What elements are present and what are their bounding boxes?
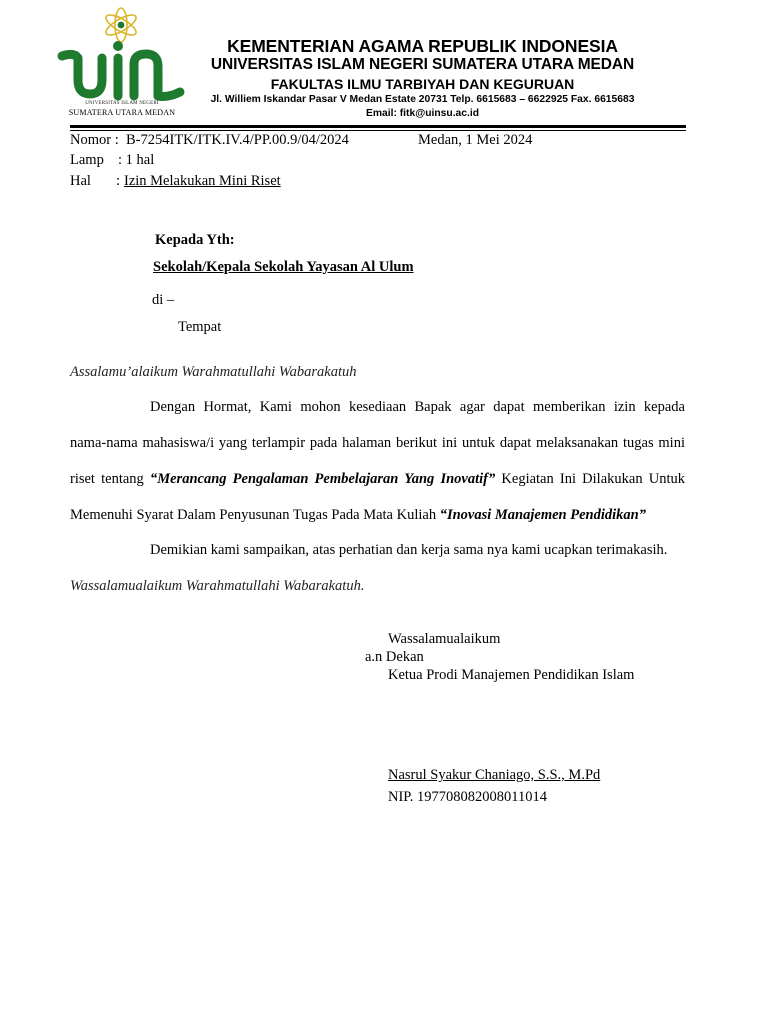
header-rule-thick: [70, 125, 686, 128]
paragraph1-line3-text-a: riset tentang: [70, 471, 150, 487]
signature-salam: Wassalamualaikum: [388, 631, 501, 647]
hal-value: Izin Melakukan Mini Riset: [124, 173, 281, 189]
recipient-name: Sekolah/Kepala Sekolah Yayasan Al Ulum: [153, 259, 414, 275]
paragraph1-line4-text-a: Memenuhi Syarat Dalam Penyusunan Tugas Pada Mata Kuliah: [70, 507, 440, 523]
closing-salam: Wassalamualaikum Warahmatullahi Wabarakatuh.: [70, 578, 365, 594]
recipient-di: di –: [152, 292, 175, 308]
signatory-nip: NIP. 197708082008011014: [388, 789, 547, 805]
lamp-label: Lamp: [70, 152, 104, 168]
lamp-value: : 1 hal: [118, 152, 155, 168]
paragraph1-line2: nama-nama mahasiswa/i yang terlampir pada halaman berikut ini untuk dapat melaksanakan tugas mini: [70, 435, 685, 451]
opening-salam: Assalamu’alaikum Warahmatullahi Wabarakatuh: [70, 364, 357, 380]
ministry-heading: KEMENTERIAN AGAMA REPUBLIK INDONESIA: [227, 36, 618, 56]
signature-an: a.n Dekan: [365, 649, 424, 665]
letter-date: Medan, 1 Mei 2024: [418, 132, 533, 148]
paragraph1-line4: [70, 507, 646, 524]
paragraph1-line1: Dengan Hormat, Kami mohon kesediaan Bapak agar dapat memberikan izin kepada: [150, 399, 685, 415]
course-title: “Inovasi Manajemen Pendidikan”: [439, 507, 646, 523]
recipient-tempat: Tempat: [178, 319, 222, 335]
paragraph2: Demikian kami sampaikan, atas perhatian dan kerja sama nya kami ucapkan terimakasih.: [150, 542, 668, 558]
email-line: Email: fitk@uinsu.ac.id: [365, 108, 480, 119]
topic-title: “Merancang Pengalaman Pembelajaran Yang Inovatif”: [149, 471, 496, 487]
university-heading: UNIVERSITAS ISLAM NEGERI SUMATERA UTARA MEDAN: [210, 56, 635, 73]
hal-colon: :: [116, 173, 121, 189]
logo-caption-large: SUMATERA UTARA MEDAN: [68, 108, 176, 117]
hal-label: Hal: [70, 173, 91, 189]
paragraph1-line3-text-c: Kegiatan Ini Dilakukan Untuk: [495, 471, 685, 487]
nomor-label: Nomor :: [70, 132, 119, 148]
header-rule-thin: [70, 130, 686, 131]
address-line: Jl. Williem Iskandar Pasar V Medan Estate 20731 Telp. 6615683 – 6622925 Fax. 6615683: [210, 94, 635, 105]
paragraph1-line3: [70, 471, 685, 488]
recipient-greeting: Kepada Yth:: [155, 232, 235, 248]
signature-position: Ketua Prodi Manajemen Pendidikan Islam: [388, 667, 635, 683]
faculty-heading: FAKULTAS ILMU TARBIYAH DAN KEGURUAN: [270, 76, 575, 92]
nomor-value: B-7254ITK/ITK.IV.4/PP.00.9/04/2024: [126, 132, 349, 148]
logo-caption-small: UNIVERSITAS ISLAM NEGERI: [85, 101, 159, 106]
signatory-name: Nasrul Syakur Chaniago, S.S., M.Pd: [388, 767, 601, 783]
